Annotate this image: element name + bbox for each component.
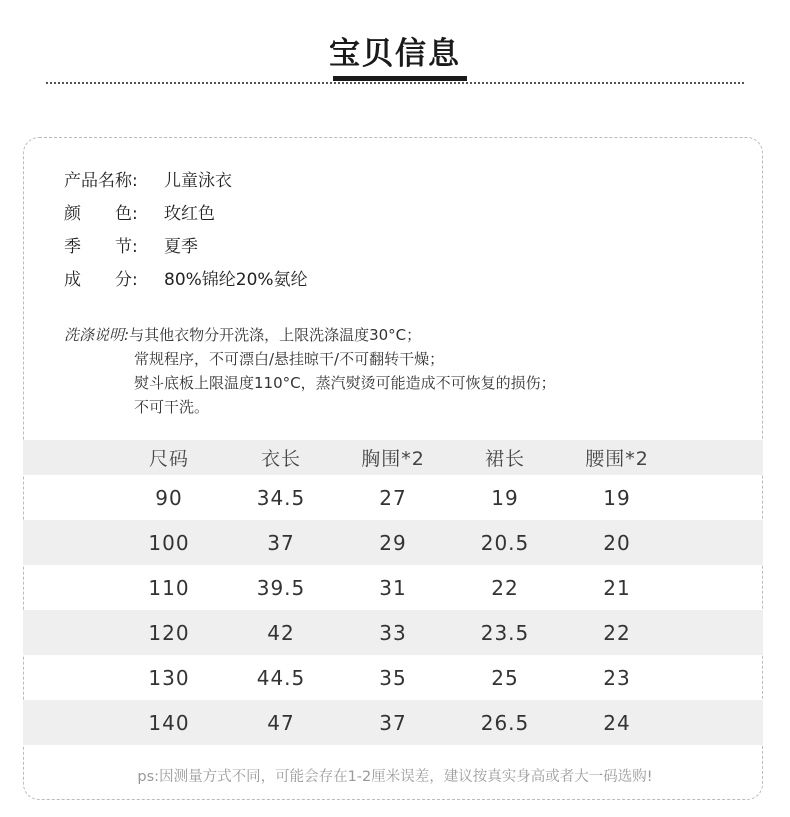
size-table: [23, 440, 763, 745]
table-cell: 34.5: [256, 485, 306, 510]
info-row-color: [64, 201, 308, 234]
title-underline: [333, 76, 467, 81]
table-row: [23, 655, 763, 700]
table-row: [23, 610, 763, 655]
header-cell-skirt: 裙长: [484, 448, 525, 470]
table-row: [23, 520, 763, 565]
header-cell-chest: 胸围*2: [361, 448, 425, 470]
table-row: [23, 475, 763, 520]
table-cell: 27: [379, 485, 407, 510]
table-cell: 35: [379, 665, 407, 690]
table-cell: 20: [603, 530, 631, 555]
table-cell: 22: [491, 575, 519, 600]
info-row-name: [64, 168, 308, 201]
care-label: 洗涤说明:: [64, 326, 130, 344]
table-cell: 31: [379, 575, 407, 600]
table-cell: 20.5: [480, 530, 530, 555]
table-cell: 47: [267, 710, 295, 735]
table-cell: 26.5: [480, 710, 530, 735]
info-label: 成 分:: [64, 270, 138, 290]
table-cell: 120: [148, 620, 190, 645]
info-label: 季 节:: [64, 237, 138, 257]
care-text: 与其他衣物分开洗涤，上限洗涤温度30°C；: [129, 326, 422, 344]
product-info: [64, 168, 308, 300]
info-value: 夏季: [164, 237, 198, 257]
table-cell: 39.5: [256, 575, 306, 600]
table-cell: 19: [491, 485, 519, 510]
table-cell: 22: [603, 620, 631, 645]
header-cell-size: 尺码: [148, 448, 189, 470]
info-value: 80%锦纶20%氨纶: [164, 270, 308, 290]
table-cell: 110: [148, 575, 190, 600]
table-cell: 19: [603, 485, 631, 510]
page-title: 宝贝信息: [329, 36, 461, 72]
header-cell-waist: 腰围*2: [585, 448, 649, 470]
table-cell: 100: [148, 530, 190, 555]
table-cell: 44.5: [256, 665, 306, 690]
table-cell: 42: [267, 620, 295, 645]
table-cell: 37: [379, 710, 407, 735]
info-value: 儿童泳衣: [164, 171, 232, 191]
table-row: [23, 700, 763, 745]
info-value: 玫红色: [164, 204, 215, 224]
info-row-material: [64, 267, 308, 300]
table-cell: 25: [491, 665, 519, 690]
table-cell: 37: [267, 530, 295, 555]
title-block: [0, 28, 790, 81]
table-header: [23, 440, 763, 475]
table-cell: 23: [603, 665, 631, 690]
table-cell: 90: [155, 485, 183, 510]
info-row-season: [64, 234, 308, 267]
table-cell: 130: [148, 665, 190, 690]
care-line: [64, 323, 556, 347]
care-line: 熨斗底板上限温度110°C，蒸汽熨烫可能造成不可恢复的损伤；: [134, 374, 556, 392]
header-cell-length: 衣长: [260, 448, 301, 470]
table-cell: 23.5: [480, 620, 530, 645]
info-label: 产品名称:: [64, 171, 138, 191]
care-line: 不可干洗。: [134, 398, 210, 416]
info-label: 颜 色:: [64, 204, 138, 224]
title-divider: [46, 82, 744, 84]
table-cell: 21: [603, 575, 631, 600]
table-row: [23, 565, 763, 610]
measurement-note: ps:因测量方式不同，可能会存在1-2厘米误差，建议按真实身高或者大一码选购!: [137, 769, 653, 785]
care-instructions: [64, 323, 556, 419]
table-cell: 24: [603, 710, 631, 735]
care-line: 常规程序，不可漂白/悬挂晾干/不可翻转干燥；: [134, 350, 445, 368]
table-cell: 140: [148, 710, 190, 735]
table-cell: 33: [379, 620, 407, 645]
table-cell: 29: [379, 530, 407, 555]
